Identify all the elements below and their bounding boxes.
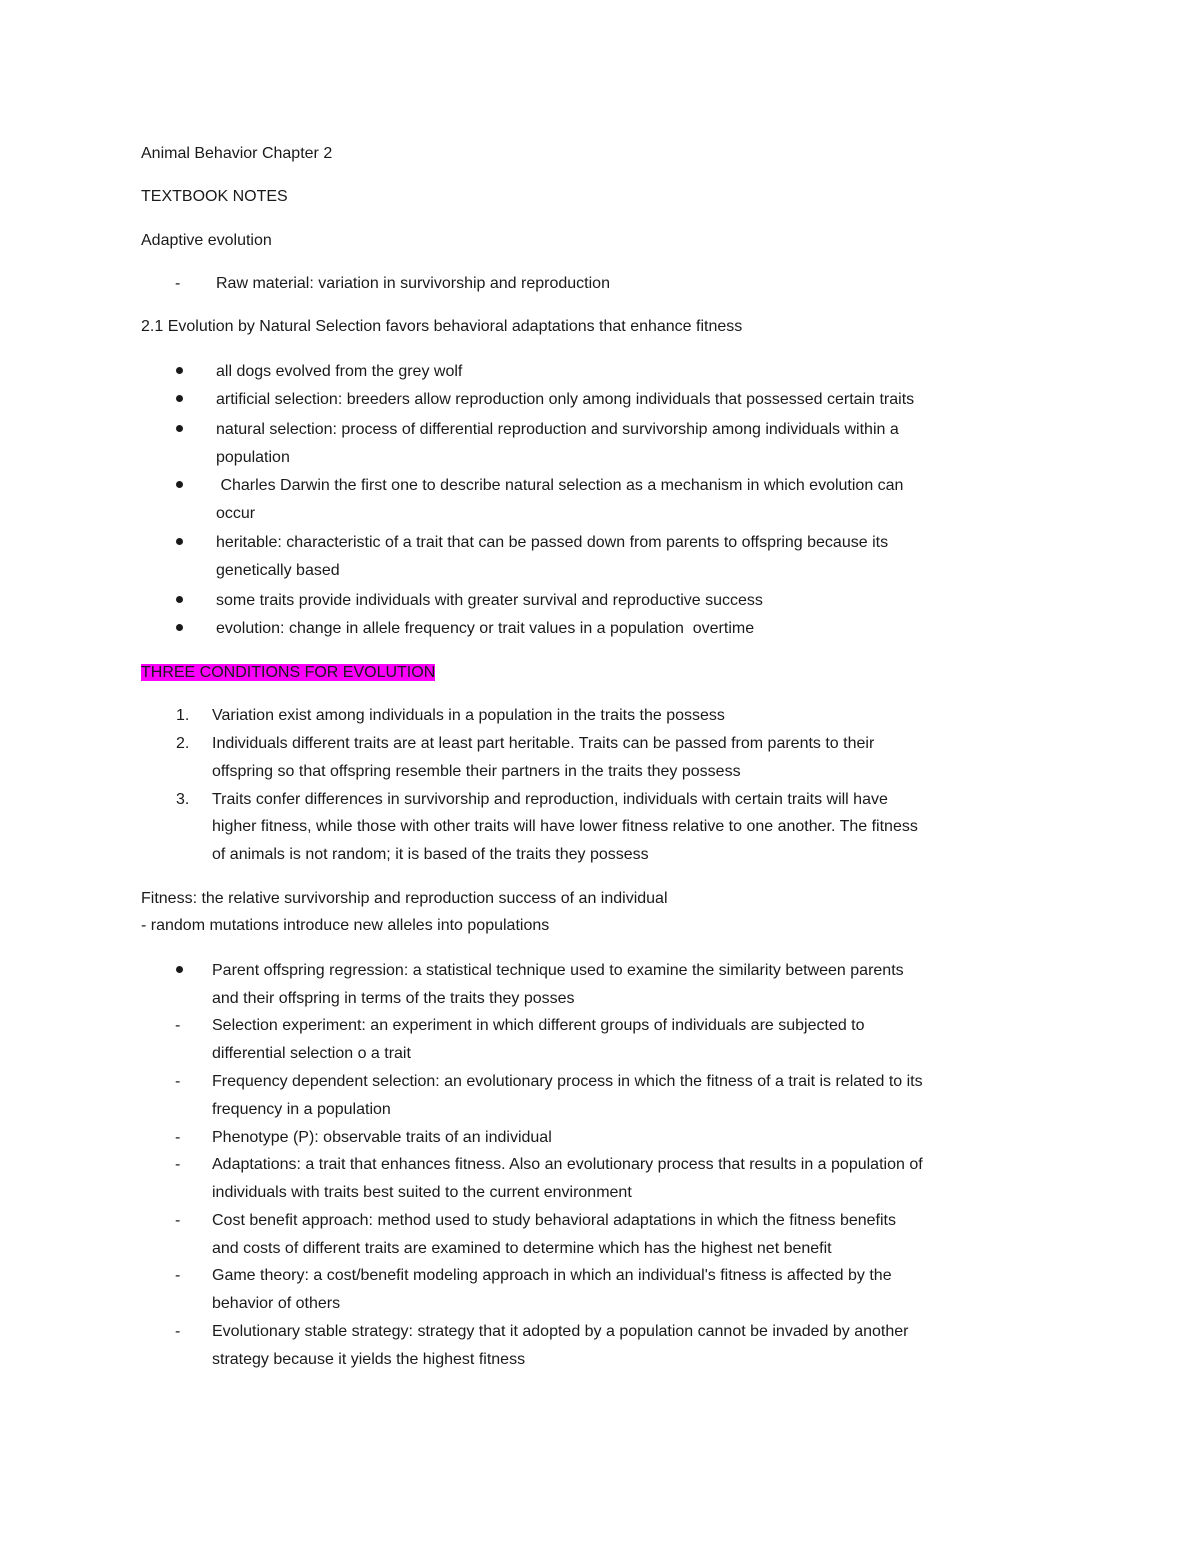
list-item-text: Evolutionary stable strategy: strategy that it adopted by a population cannot be invaded by another — [212, 1323, 909, 1340]
section-heading: Adaptive evolution — [141, 232, 272, 249]
list-item-text: Phenotype (P): observable traits of an individual — [212, 1129, 552, 1146]
dash-marker: - — [175, 1017, 181, 1034]
highlight-text: THREE CONDITIONS FOR EVOLUTION — [141, 664, 436, 681]
bullet-icon — [176, 367, 183, 374]
bullet-icon — [176, 596, 183, 603]
highlighted-heading — [141, 663, 435, 683]
list-item-text: Parent offspring regression: a statistical technique used to examine the similarity between parents — [212, 962, 904, 979]
list-item — [172, 270, 1072, 298]
list-item-text-continued: behavior of others — [212, 1295, 341, 1312]
bullet-icon — [176, 425, 183, 432]
list-item-text: some traits provide individuals with greater survival and reproductive success — [216, 592, 763, 609]
list-item-text: Cost benefit approach: method used to study behavioral adaptations in which the fitness benefits — [212, 1212, 896, 1229]
list-item-text: Charles Darwin the first one to describe natural selection as a mechanism in which evolution can — [216, 477, 904, 494]
list-item-text: Frequency dependent selection: an evolutionary process in which the fitness of a trait is related to its — [212, 1073, 923, 1090]
fitness-note: - random mutations introduce new alleles into populations — [141, 917, 550, 934]
document-subtitle: TEXTBOOK NOTES — [141, 188, 288, 205]
section-heading-2-1: 2.1 Evolution by Natural Selection favors behavioral adaptations that enhance fitness — [141, 318, 743, 335]
dash-marker: - — [175, 1267, 181, 1284]
numbered-item-text: Individuals different traits are at least part heritable. Traits can be passed from parents to their — [212, 735, 875, 752]
bullet-icon — [176, 966, 183, 973]
list-item-text: Raw material: variation in survivorship and reproduction — [216, 275, 610, 292]
bullet-icon — [176, 624, 183, 631]
list-item-text: evolution: change in allele frequency or trait values in a population overtime — [216, 620, 755, 637]
list-item-text: all dogs evolved from the grey wolf — [216, 363, 463, 380]
numbered-item-text-continued: of animals is not random; it is based of the traits they possess — [212, 846, 649, 863]
dash-marker: - — [175, 1212, 181, 1229]
list-item-text-continued: occur — [216, 505, 256, 522]
list-item-text-continued: individuals with traits best suited to the current environment — [212, 1184, 632, 1201]
item-number: 3. — [176, 791, 190, 808]
dash-marker: - — [175, 1073, 181, 1090]
bullet-icon — [176, 395, 183, 402]
list-item-text-continued: and their offspring in terms of the traits they posses — [212, 990, 575, 1007]
list-item-text-continued: and costs of different traits are examined to determine which has the highest net benefit — [212, 1240, 832, 1257]
bullet-icon — [176, 481, 183, 488]
dash-marker: - — [175, 1156, 181, 1173]
item-number: 2. — [176, 735, 190, 752]
dash-marker: - — [175, 1323, 181, 1340]
list-item-text: artificial selection: breeders allow reproduction only among individuals that possessed certain traits — [216, 391, 915, 408]
list-item-text: Selection experiment: an experiment in which different groups of individuals are subjected to — [212, 1017, 865, 1034]
numbered-item-text: Traits confer differences in survivorship and reproduction, individuals with certain traits will have — [212, 791, 888, 808]
list-item-text: Game theory: a cost/benefit modeling approach in which an individual's fitness is affected by the — [212, 1267, 892, 1284]
numbered-item-text: Variation exist among individuals in a population in the traits the possess — [212, 707, 725, 724]
dash-marker: - — [175, 275, 181, 292]
dash-marker: - — [175, 1129, 181, 1146]
list-item-text-continued: population — [216, 449, 290, 466]
numbered-item-text-continued: offspring so that offspring resemble their partners in the traits they possess — [212, 763, 741, 780]
item-number: 1. — [176, 707, 190, 724]
list-item-text: Adaptations: a trait that enhances fitness. Also an evolutionary process that results in a population of — [212, 1156, 923, 1173]
numbered-item-text-continued: higher fitness, while those with other traits will have lower fitness relative to one another. The fitness — [212, 818, 918, 835]
document-title: Animal Behavior Chapter 2 — [141, 145, 333, 162]
list-item-text-continued: frequency in a population — [212, 1101, 391, 1118]
list-item-text: heritable: characteristic of a trait that can be passed down from parents to offspring because its — [216, 534, 889, 551]
list-item-text-continued: strategy because it yields the highest fitness — [212, 1351, 526, 1368]
list-item-text-continued: differential selection o a trait — [212, 1045, 411, 1062]
bullet-icon — [176, 538, 183, 545]
list-item-text: natural selection: process of differential reproduction and survivorship among individuals within a — [216, 421, 899, 438]
fitness-definition: Fitness: the relative survivorship and reproduction success of an individual — [141, 890, 668, 907]
list-item-text-continued: genetically based — [216, 562, 340, 579]
